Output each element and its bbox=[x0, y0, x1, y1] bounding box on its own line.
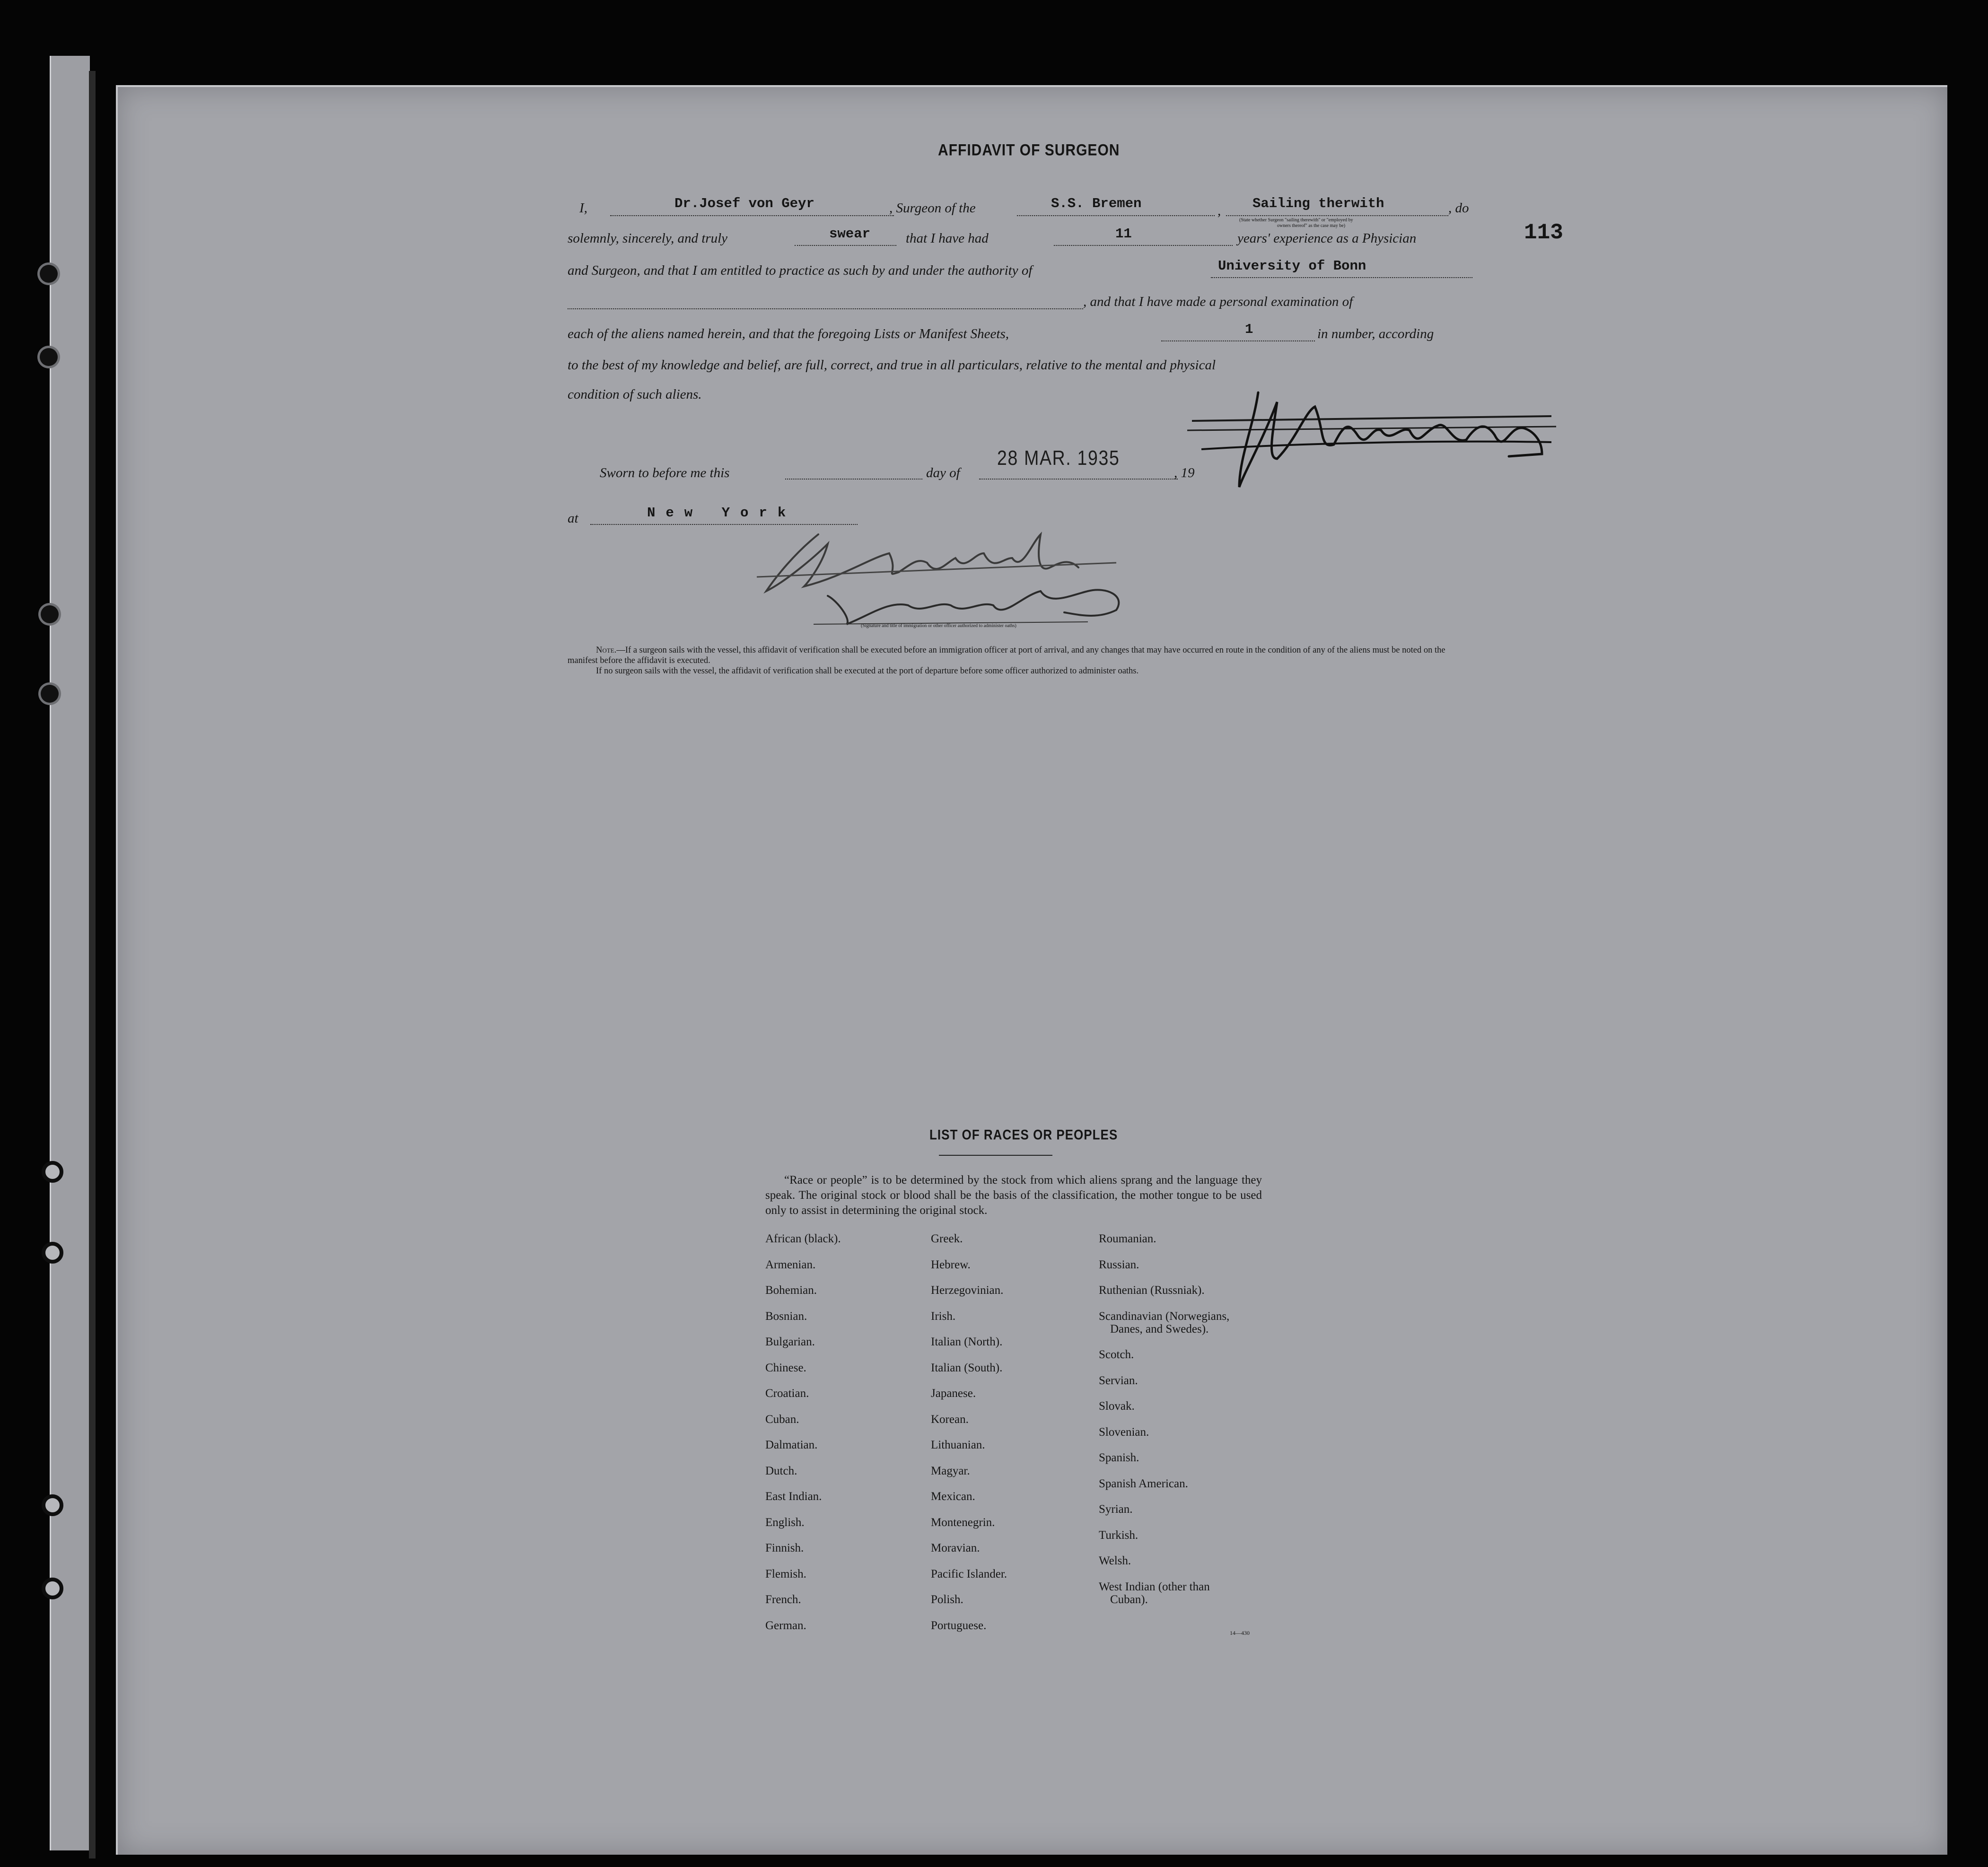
binder-hole bbox=[42, 1242, 63, 1264]
binder-hole bbox=[42, 1494, 63, 1516]
title-underline bbox=[939, 1155, 1052, 1156]
race-item: Montenegrin. bbox=[931, 1516, 995, 1529]
race-item: Hebrew. bbox=[931, 1258, 971, 1271]
race-item: Italian (North). bbox=[931, 1335, 1003, 1348]
fill-line bbox=[1017, 215, 1215, 216]
year-prefix: , 19 bbox=[1174, 465, 1195, 480]
sailing-status: Sailing therwith bbox=[1252, 196, 1384, 211]
surgeon-signature bbox=[1182, 374, 1561, 497]
place: New York bbox=[647, 505, 797, 521]
race-item: Welsh. bbox=[1099, 1554, 1131, 1567]
officer-caption: (Signature and title of immigration or other officer authorized to administer oaths) bbox=[861, 623, 1016, 628]
fill-line bbox=[795, 245, 896, 246]
race-item: Scandinavian (Norwegians, bbox=[1099, 1309, 1230, 1323]
fill-line bbox=[1226, 215, 1448, 216]
that-had-label: that I have had bbox=[906, 231, 989, 246]
race-item: Roumanian. bbox=[1099, 1232, 1156, 1245]
fill-line bbox=[1161, 340, 1315, 341]
oath-word: swear bbox=[829, 226, 871, 242]
race-item: Slovenian. bbox=[1099, 1425, 1149, 1439]
race-item: Flemish. bbox=[765, 1567, 806, 1580]
binder-hole bbox=[42, 1161, 63, 1183]
in-number-label: in number, according bbox=[1317, 326, 1434, 341]
fill-line bbox=[979, 479, 1178, 480]
race-item: Spanish American. bbox=[1099, 1477, 1188, 1490]
note-line2: If no surgeon sails with the vessel, the affidavit of verification shall be executed at the port of departure before some officer authorized to administer oaths. bbox=[596, 666, 1139, 676]
do-label: , do bbox=[1448, 201, 1469, 216]
race-item: Chinese. bbox=[765, 1361, 806, 1374]
affidavit-title: AFFIDAVIT OF SURGEON bbox=[938, 141, 1120, 159]
at-label: at bbox=[568, 511, 578, 526]
day-of-label: day of bbox=[926, 465, 960, 480]
binder-hole bbox=[40, 348, 58, 366]
personal-exam-label: , and that I have made a personal examination of bbox=[1083, 294, 1353, 309]
binder-hole bbox=[41, 685, 59, 703]
fill-line bbox=[1211, 277, 1472, 278]
race-item: Cuban). bbox=[1110, 1593, 1148, 1606]
race-item: Syrian. bbox=[1099, 1503, 1133, 1516]
race-item: Japanese. bbox=[931, 1387, 976, 1400]
comma: , bbox=[1217, 203, 1221, 218]
fill-line bbox=[610, 215, 894, 216]
race-item: Magyar. bbox=[931, 1464, 970, 1477]
surgeon-name: Dr.Josef von Geyr bbox=[674, 196, 814, 211]
race-item: Lithuanian. bbox=[931, 1439, 985, 1451]
race-item: Dutch. bbox=[765, 1464, 797, 1477]
sworn-label: Sworn to before me this bbox=[600, 465, 730, 480]
race-item: Bulgarian. bbox=[765, 1335, 815, 1348]
years-text: years' experience as a Physician bbox=[1237, 231, 1417, 246]
race-item: Bosnian. bbox=[765, 1309, 807, 1323]
sheets-count: 1 bbox=[1245, 322, 1253, 337]
surgeon-of-label: , Surgeon of the bbox=[889, 201, 976, 216]
sailing-note: owners thereof" as the case may be) bbox=[1277, 223, 1346, 228]
fill-line bbox=[568, 308, 1083, 309]
sailing-note: (State whether Surgeon "sailing therewith" or "employed by bbox=[1239, 218, 1353, 223]
race-item: East Indian. bbox=[765, 1490, 822, 1503]
fill-line bbox=[1054, 245, 1233, 246]
race-item: Danes, and Swedes). bbox=[1110, 1322, 1209, 1335]
race-item: Greek. bbox=[931, 1232, 963, 1245]
document-page bbox=[116, 85, 1947, 1855]
note-label: Note. bbox=[596, 646, 617, 655]
race-item: Scotch. bbox=[1099, 1348, 1134, 1361]
authority: University of Bonn bbox=[1218, 258, 1366, 274]
date-stamp: 28 MAR. 1935 bbox=[997, 446, 1120, 470]
race-item: Russian. bbox=[1099, 1258, 1139, 1271]
race-item: Mexican. bbox=[931, 1490, 975, 1503]
race-item: Pacific Islander. bbox=[931, 1567, 1007, 1580]
best-of-label: to the best of my knowledge and belief, are full, correct, and true in all particulars, relative to the mental and physical bbox=[568, 358, 1216, 373]
race-item: Armenian. bbox=[765, 1258, 816, 1271]
form-code: 14—430 bbox=[1230, 1630, 1250, 1636]
race-item: German. bbox=[765, 1619, 806, 1632]
condition-label: condition of such aliens. bbox=[568, 387, 702, 402]
solemnly-label: solemnly, sincerely, and truly bbox=[568, 231, 728, 246]
race-item: Turkish. bbox=[1099, 1528, 1139, 1542]
races-title: LIST OF RACES OR PEOPLES bbox=[929, 1126, 1118, 1143]
race-item: Polish. bbox=[931, 1593, 963, 1606]
years-experience: 11 bbox=[1115, 226, 1132, 242]
race-item: Cuban. bbox=[765, 1413, 799, 1426]
race-item: Herzegovinian. bbox=[931, 1284, 1004, 1297]
binder-hole bbox=[41, 605, 59, 623]
race-item: English. bbox=[765, 1516, 805, 1529]
race-item: Bohemian. bbox=[765, 1284, 817, 1297]
pronoun-i: I, bbox=[579, 201, 587, 216]
binder-hole bbox=[42, 1578, 63, 1599]
race-item: Portuguese. bbox=[931, 1619, 987, 1632]
race-item: Ruthenian (Russniak). bbox=[1099, 1284, 1205, 1297]
binder-edge bbox=[89, 71, 96, 1858]
race-item: Italian (South). bbox=[931, 1361, 1003, 1374]
race-item: Servian. bbox=[1099, 1374, 1138, 1387]
note-line1: —If a surgeon sails with the vessel, this affidavit of verification shall be executed before an immigration officer at port of arrival, and any changes that may have occurred en route in the condition of any of the aliens must be noted on the manifest before the affidavit is executed. bbox=[568, 646, 1445, 665]
races-intro: “Race or people” is to be determined by the stock from which aliens sprang and the language they speak. The original stock or blood shall be the basis of the classification, the mother tongue to be used only to assist in determining the original stock. bbox=[765, 1174, 1262, 1217]
fill-line bbox=[785, 479, 922, 480]
race-item: Dalmatian. bbox=[765, 1439, 818, 1451]
race-item: Korean. bbox=[931, 1413, 969, 1426]
and-surgeon-label: and Surgeon, and that I am entitled to practice as such by and under the authority of bbox=[568, 263, 1033, 278]
affidavit-note bbox=[568, 645, 1471, 676]
each-of-label: each of the aliens named herein, and that the foregoing Lists or Manifest Sheets, bbox=[568, 326, 1009, 341]
race-item: Moravian. bbox=[931, 1542, 980, 1554]
page-number: 113 bbox=[1524, 220, 1563, 245]
race-item: Finnish. bbox=[765, 1542, 804, 1554]
race-item: West Indian (other than bbox=[1099, 1580, 1210, 1593]
race-item: Slovak. bbox=[1099, 1400, 1135, 1413]
vessel-name: S.S. Bremen bbox=[1051, 196, 1142, 211]
race-item: African (black). bbox=[765, 1232, 841, 1245]
race-item: Irish. bbox=[931, 1309, 956, 1323]
race-item: French. bbox=[765, 1593, 801, 1606]
race-item: Spanish. bbox=[1099, 1451, 1139, 1464]
binder-hole bbox=[40, 265, 58, 283]
race-item: Croatian. bbox=[765, 1387, 809, 1400]
officer-signature bbox=[757, 525, 1164, 634]
